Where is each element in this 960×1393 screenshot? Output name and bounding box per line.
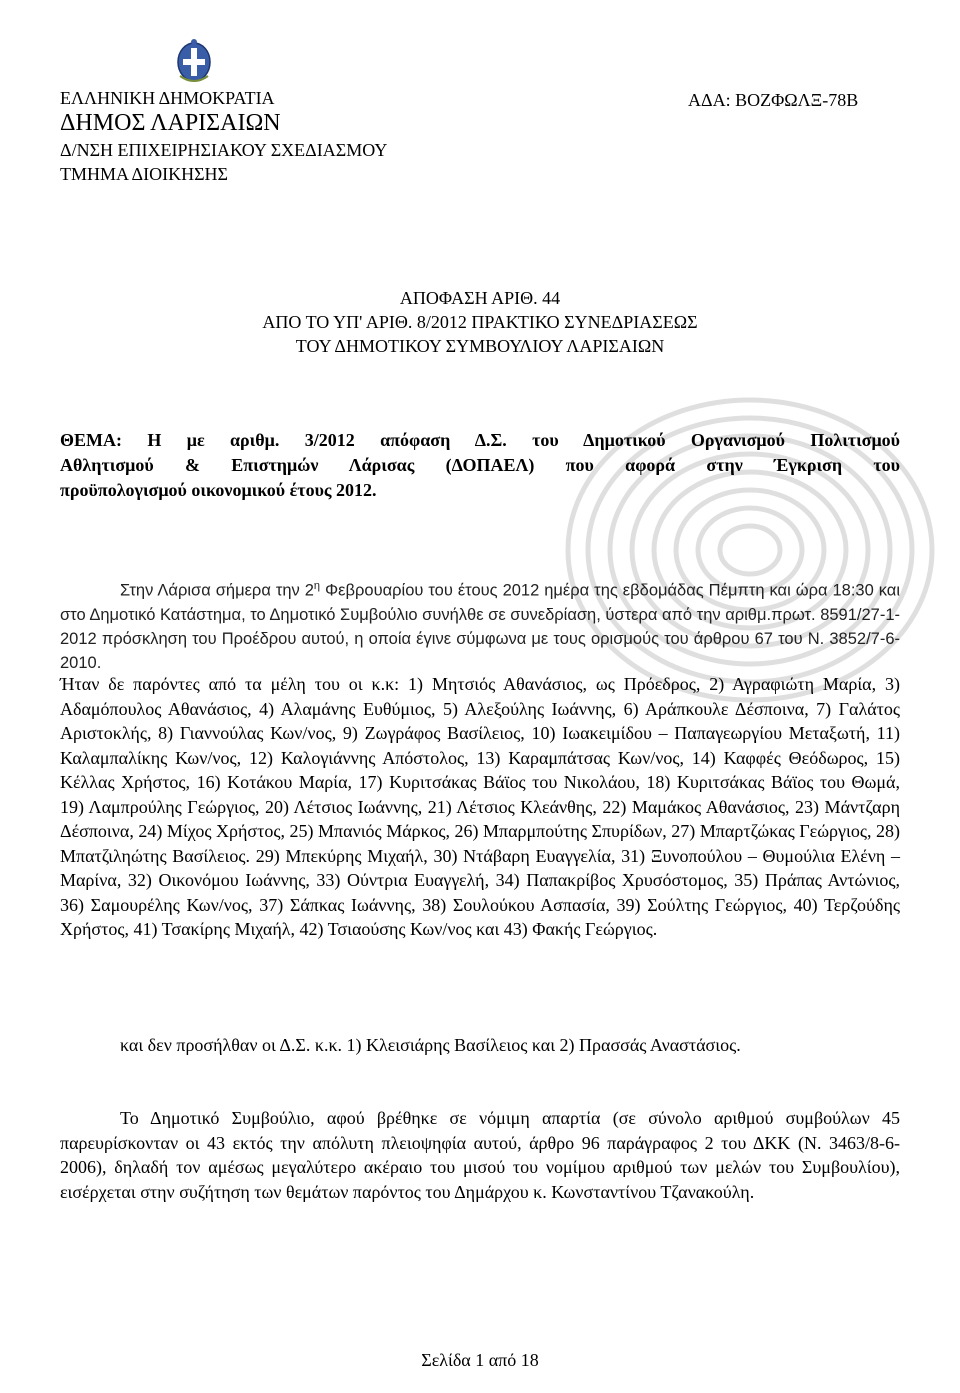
decision-number: ΑΠΟΦΑΣΗ ΑΡΙΘ. 44 (399, 288, 561, 308)
header-department: ΤΜΗΜΑ ΔΙΟΙΚΗΣΗΣ (60, 164, 229, 184)
absent-members-paragraph: και δεν προσήλθαν οι Δ.Σ. κ.κ. 1) Κλεισιάρης Βασίλειος και 2) Πρασσάς Αναστάσιος. (120, 1035, 741, 1055)
present-list: 1) Μητσιός Αθανάσιος, ως Πρόεδρος, 2) Αγραφιώτη Μαρία, 3) Αδαμόπουλος Αθανάσιος, 4) Αλαμάνης Ευθύμιος, 5) Αλεξούλης Ιωάννης, 6) Αράπκουλε Δέσποινα, 7) Γαλάτος Αριστοκλής, 8) Γιαννούλας Κων/νος, 9) Ζωγράφος Βασίλειος, 10) Ιωακειμίδου – Παπαγεωργίου Μεταξωτή, 11) Καλαμπαλίκης Κων/νος, 12) Καλογιάννης Απόστολος, 13) Καραμπάτσας Κων/νος, 14) Καφφές Θεόδωρος, 15) Κέλλας Χρήστος, 16) Κοτάκου Μαρία, 17) Κυριτσάκας Βάϊος του Νικολάου, 18) Κυριτσάκας Βάϊος του Θωμά, 19) Λαμπρούλης Γεώργιος, 20) Λέτσιος Ιωάννης, 21) Λέτσιος Κλεάνθης, 22) Μαμάκος Αθανάσιος, 23) Μάντζαρη Δέσποινα, 24) Μίχος Χρήστος, 25) Μπανιός Μάρκος, 26) Μπαρμπούτης Σπυρίδων, 27) Μπαρτζώκας Γεώργιος, 28) Μπατζιληώτης Βασίλειος. 29) Μπεκύρης Μιχαήλ, 30) Ντάβαρη Ευαγγελία, 31) Ξυνοπούλου – Θυμούλια Ελένη – Μαρίνα, 32) Οικονόμου Ιωάννης, 33) Ούντρια Ευαγγελή, 34) Παπακρίβος Χρυσόστομος, 35) Πράπας Αντώνιος, 36) Σαμουρέλης Κων/νος, 37) Σάπκας Ιωάννης, 38) Σουλούκου Ασπασία, 39) Σούλτης Γεώργιος, 40) Τερζούδης Χρήστος, 41) Τσακίρης Μιχαήλ, 42) Τσιαούσης Κων/νος και 43) Φακής Γεώργιος. (60, 674, 900, 939)
subject-line-2: Αθλητισμού & Επιστημών Λάρισας (ΔΟΠΑΕΛ) που αφορά στην Έγκριση του (60, 455, 900, 475)
intro-text-b: Φεβρουαρίου του έτους 2012 ημέρα της εβδομάδας Πέμπτη και ώρα 18:30 και στο Δημοτικό Κατάστημα, το Δημοτικό Συμβούλιο συνήλθε σε συνεδρίαση, ύστερα από την αριθμ.πρωτ. 8591/27-1-2012 πρόσκληση του Προέδρου αυτού, η οποία έγινε σύμφωνα με τους ορισμούς του άρθρου 67 του Ν. 3852/7-6-2010. (60, 581, 900, 672)
subject-line-3: προϋπολογισμού οικονομικού έτους 2012. (60, 480, 377, 500)
subject-line-1: ΘΕΜΑ: Η με αριθμ. 3/2012 απόφαση Δ.Σ. του Δημοτικού Οργανισμού Πολιτισμού (60, 430, 900, 450)
intro-superscript: η (313, 580, 321, 592)
intro-text-a: Στην Λάρισα σήμερα την 2 (120, 581, 314, 600)
greek-republic-emblem-icon (176, 38, 212, 84)
council-name: ΤΟΥ ΔΗΜΟΤΙΚΟΥ ΣΥΜΒΟΥΛΙΟΥ ΛΑΡΙΣΑΙΩΝ (295, 336, 665, 356)
ada-code: ΑΔΑ: ΒΟΖΦΩΛΞ-78Β (688, 90, 859, 110)
header-country: ΕΛΛΗΝΙΚΗ ΔΗΜΟΚΡΑΤΙΑ (60, 88, 275, 108)
subject-block (60, 428, 900, 503)
page-number: Σελίδα 1 από 18 (421, 1350, 539, 1370)
present-intro: Ήταν δε παρόντες από τα μέλη του οι κ.κ: (60, 674, 400, 694)
header-municipality: ΔΗΜΟΣ ΛΑΡΙΣΑΙΩΝ (60, 110, 281, 136)
header-directorate: Δ/ΝΣΗ ΕΠΙΧΕΙΡΗΣΙΑΚΟΥ ΣΧΕΔΙΑΣΜΟΥ (60, 140, 388, 160)
minutes-reference: ΑΠΟ ΤΟ ΥΠ' ΑΡΙΘ. 8/2012 ΠΡΑΚΤΙΚΟ ΣΥΝΕΔΡΙΑΣΕΩΣ (262, 312, 698, 332)
quorum-paragraph: Το Δημοτικό Συμβούλιο, αφού βρέθηκε σε νόμιμη απαρτία (σε σύνολο αριθμού συμβούλων 45 παρευρίσκονταν οι 43 εκτός την απόλυτη πλειοψηφία αυτού, άρθρο 96 παράγραφος 2 του ΔΚΚ (Ν. 3463/8-6-2006), δηλαδή τον αμέσως μεγαλύτερο ακέραιο του μισού του νομίμου αριθμού των μελών του Συμβουλίου), εισέρχεται στην συζήτηση των θεμάτων παρόντος του Δημάρχου κ. Κωνσταντίνου Τζανακούλη. (60, 1108, 900, 1202)
present-members-paragraph (60, 672, 900, 942)
session-intro-paragraph (60, 574, 900, 675)
